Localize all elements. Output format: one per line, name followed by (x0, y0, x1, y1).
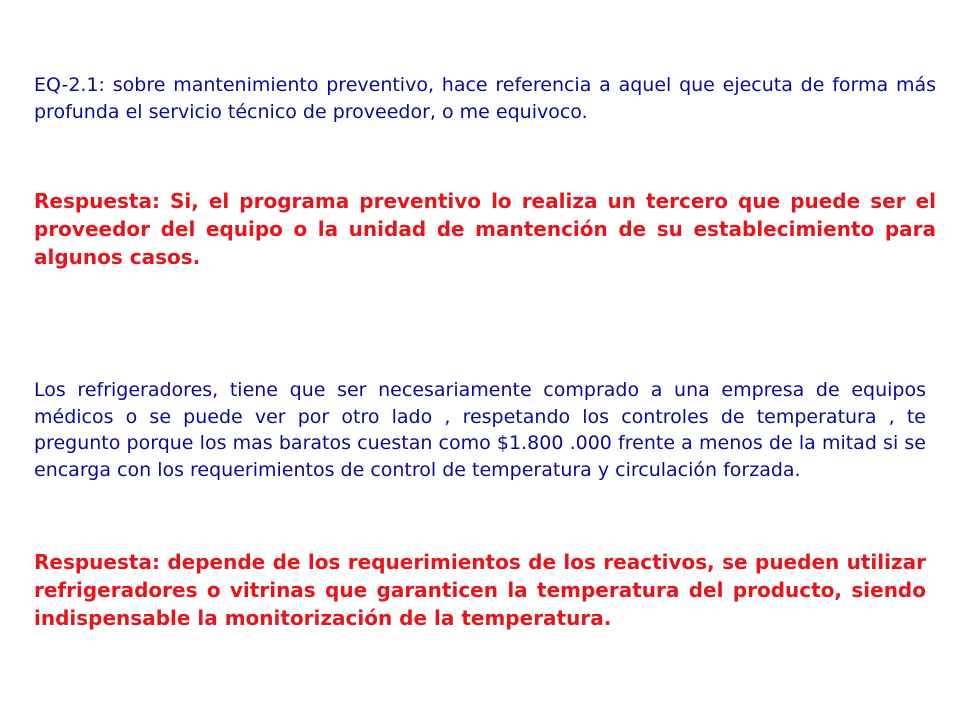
question-refrigeradores: Los refrigeradores, tiene que ser necesariamente comprado a una empresa de equipos médicos o se puede ver por otro lado , respetando los controles de temperatura , te pregunto porque los mas baratos cuestan como $1.800 .000 frente a menos de la mitad si se encarga con los requerimientos de control de temperatura y circulación forzada. (34, 379, 926, 481)
answer-refrigeradores: Respuesta: depende de los requerimientos de los reactivos, se pueden utilizar refrigeradores o vitrinas que garanticen la temperatura del producto, siendo indispensable la monitorización de la temperatura. (34, 550, 926, 630)
answer-eq-2-1: Respuesta: Si, el programa preventivo lo realiza un tercero que puede ser el proveedor del equipo o la unidad de mantención de su establecimiento para algunos casos. (34, 189, 936, 269)
question-eq-2-1: EQ-2.1: sobre mantenimiento preventivo, hace referencia a aquel que ejecuta de forma más profunda el servicio técnico de proveedor, o me equivoco. (34, 74, 936, 123)
